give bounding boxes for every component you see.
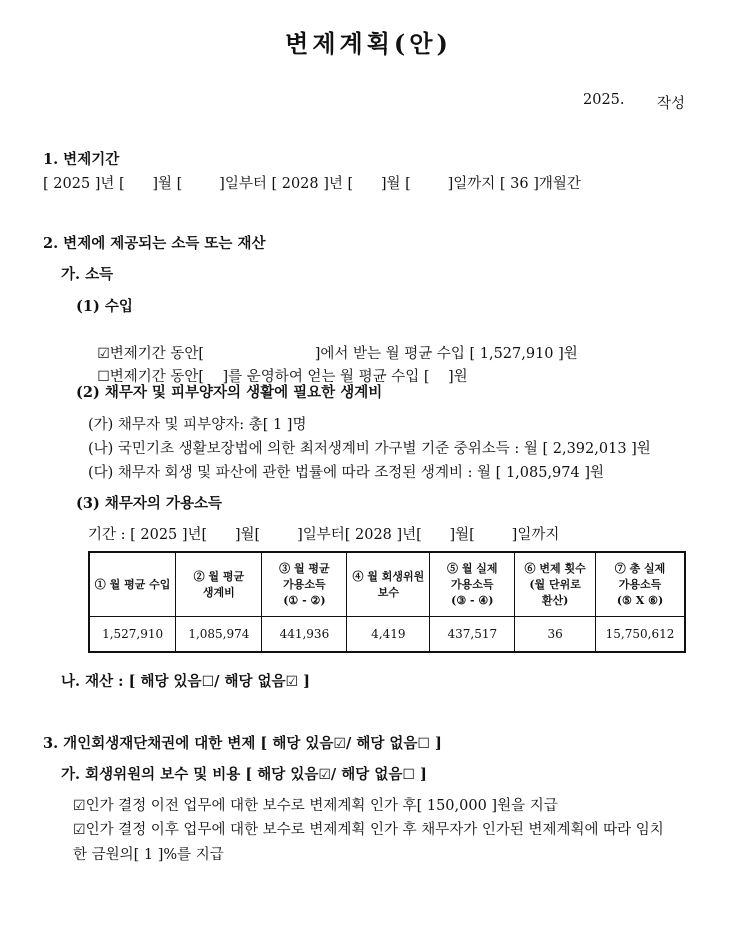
trustee-fee-item-1-label: 인가 결정 이전 업무에 대한 보수로 변제계획 인가 후[ 150,000 ]원을 지급: [85, 798, 558, 814]
checkbox-unchecked-icon[interactable]: ☐: [417, 736, 430, 752]
income-option-1-label: 변제기간 동안[ ]에서 받는 월 평균 수입 [ 1,527,910 ]원: [109, 346, 578, 362]
trustee-fee-item-1: [73, 794, 558, 815]
median-income-line: (나) 국민기초 생활보장법에 의한 최저생계비 가구별 기준 중위소득 : 월 [ 2,392,013 ]원: [88, 441, 651, 457]
adjusted-living-cost-line: (다) 채무자 회생 및 파산에 관한 법률에 따라 조정된 생계비 : 월 [ 1,085,974 ]원: [88, 465, 605, 481]
checkbox-checked-icon[interactable]: ☑: [73, 822, 86, 838]
income-option-2-label: 변제기간 동안[ ]를 운영하여 얻는 월 평균 수입 [ ]원: [109, 369, 468, 385]
dependents-line: (가) 채무자 및 피부양자: 총[ 1 ]명: [88, 417, 307, 433]
col-header-payment-count: ⑥ 변제 횟수 (월 단위로 환산): [515, 552, 596, 617]
trustee-fee-item-2-label: 인가 결정 이후 업무에 대한 보수로 변제계획 인가 후 채무자가 인가된 변제계획에 따라 임치: [85, 822, 664, 838]
property-line: 나. 재산 : [ 해당 있음☐/ 해당 없음☑ ]: [61, 673, 311, 690]
cell-actual-available: 437,517: [430, 617, 515, 653]
col-header-actual-available: ⑤ 월 실제 가용소득 (③ - ④): [430, 552, 515, 617]
available-income-period: 기간 : [ 2025 ]년[ ]월[ ]일부터[ 2028 ]년[ ]월[ ]일까지: [88, 527, 560, 543]
checkbox-checked-icon[interactable]: ☑: [285, 674, 299, 690]
checkbox-checked-icon[interactable]: ☑: [318, 767, 331, 783]
section-3-heading: 3. 개인회생재단채권에 대한 변제 [ 해당 있음☑/ 해당 없음☐ ]: [43, 735, 442, 752]
table-header-row: [89, 552, 685, 617]
date-year: 2025.: [583, 92, 625, 108]
trustee-fee-item-2-continued: 한 금원의[ 1 ]%를 지급: [73, 847, 224, 863]
table-row: [89, 617, 685, 653]
repayment-period-line: [ 2025 ]년 [ ]월 [ ]일부터 [ 2028 ]년 [ ]월 [ ]일까지 [ 36 ]개월간: [43, 176, 581, 192]
income-subheading: 가. 소득: [61, 266, 114, 283]
col-header-available-income: ③ 월 평균 가용소득 (① - ②): [262, 552, 347, 617]
revenue-heading: (1) 수입: [76, 298, 133, 315]
checkbox-checked-icon[interactable]: ☑: [97, 346, 110, 362]
col-header-total-available: ⑦ 총 실제 가용소득 (⑤ X ⑥): [596, 552, 685, 617]
cell-available-income: 441,936: [262, 617, 347, 653]
checkbox-unchecked-icon[interactable]: ☐: [97, 369, 110, 385]
checkbox-unchecked-icon[interactable]: ☐: [201, 674, 215, 690]
available-income-heading: (3) 채무자의 가용소득: [76, 495, 222, 512]
cell-trustee-fee: 4,419: [347, 617, 430, 653]
section-2-heading: 2. 변제에 제공되는 소득 또는 재산: [43, 235, 266, 252]
cell-total-available: 15,750,612: [596, 617, 685, 653]
checkbox-unchecked-icon[interactable]: ☐: [402, 767, 415, 783]
cell-payment-count: 36: [515, 617, 596, 653]
section-1-heading: 1. 변제기간: [43, 151, 120, 168]
cell-monthly-income: 1,527,910: [89, 617, 176, 653]
document-title: 변제계획(안): [285, 29, 452, 58]
col-header-living-cost: ② 월 평균 생계비: [176, 552, 262, 617]
col-header-trustee-fee: ④ 월 회생위원 보수: [347, 552, 430, 617]
checkbox-checked-icon[interactable]: ☑: [333, 736, 346, 752]
col-header-monthly-income: ① 월 평균 수입: [89, 552, 176, 617]
trustee-fee-item-2: [73, 818, 664, 839]
date-label: 작성: [657, 96, 686, 112]
checkbox-checked-icon[interactable]: ☑: [73, 798, 86, 814]
available-income-table: [88, 551, 686, 653]
cell-living-cost: 1,085,974: [176, 617, 262, 653]
trustee-fee-heading: 가. 회생위원의 보수 및 비용 [ 해당 있음☑/ 해당 없음☐ ]: [61, 766, 427, 783]
living-cost-heading: (2) 채무자 및 피부양자의 생활에 필요한 생계비: [76, 384, 383, 401]
